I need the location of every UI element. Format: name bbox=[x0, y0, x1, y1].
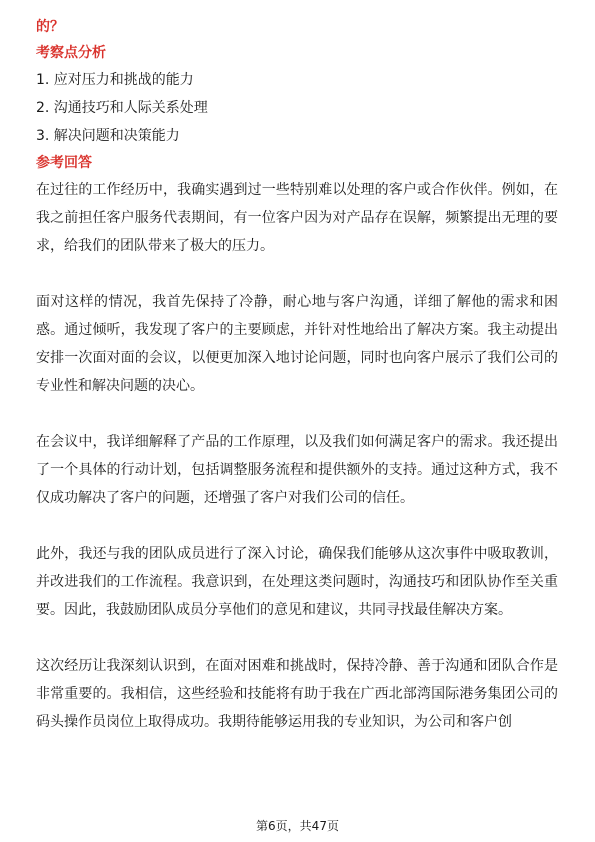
answer-paragraph-4: 此外，我还与我的团队成员进行了深入讨论，确保我们能够从这次事件中吸取教训，并改进我们的工作流程。我意识到，在处理这类问题时，沟通技巧和团队协作至关重要。因此，我鼓励团队成员分享他们的意见和建议，共同寻找最佳解决方案。 bbox=[36, 546, 558, 618]
answer-heading: 参考回答 bbox=[36, 155, 92, 171]
paragraph-gap bbox=[36, 400, 558, 428]
analysis-item-2: 2. 沟通技巧和人际关系处理 bbox=[36, 100, 208, 116]
question-tail: 的？ bbox=[36, 19, 64, 35]
analysis-item-3: 3. 解决问题和决策能力 bbox=[36, 128, 180, 144]
analysis-item-1: 1. 应对压力和挑战的能力 bbox=[36, 72, 194, 88]
paragraph-gap bbox=[36, 512, 558, 540]
analysis-heading: 考察点分析 bbox=[36, 45, 106, 61]
document-content bbox=[36, 14, 558, 736]
answer-paragraph-1: 在过往的工作经历中，我确实遇到过一些特别难以处理的客户或合作伙伴。例如，在我之前担任客户服务代表期间，有一位客户因为对产品存在误解，频繁提出无理的要求，给我们的团队带来了极大的压力。 bbox=[36, 182, 558, 254]
paragraph-gap bbox=[36, 260, 558, 288]
answer-paragraph-3: 在会议中，我详细解释了产品的工作原理，以及我们如何满足客户的需求。我还提出了一个具体的行动计划，包括调整服务流程和提供额外的支持。通过这种方式，我不仅成功解决了客户的问题，还增强了客户对我们公司的信任。 bbox=[36, 434, 558, 506]
answer-paragraph-2: 面对这样的情况，我首先保持了冷静，耐心地与客户沟通，详细了解他的需求和困惑。通过倾听，我发现了客户的主要顾虑，并针对性地给出了解决方案。我主动提出安排一次面对面的会议，以便更加深入地讨论问题，同时也向客户展示了我们公司的专业性和解决问题的决心。 bbox=[36, 294, 558, 394]
page-number-footer: 第6页，共47页 bbox=[256, 819, 339, 833]
answer-paragraph-5: 这次经历让我深刻认识到，在面对困难和挑战时，保持冷静、善于沟通和团队合作是非常重要的。我相信，这些经验和技能将有助于我在广西北部湾国际港务集团公司的码头操作员岗位上取得成功。我期待能够运用我的专业知识，为公司和客户创 bbox=[36, 658, 558, 730]
paragraph-gap bbox=[36, 624, 558, 652]
